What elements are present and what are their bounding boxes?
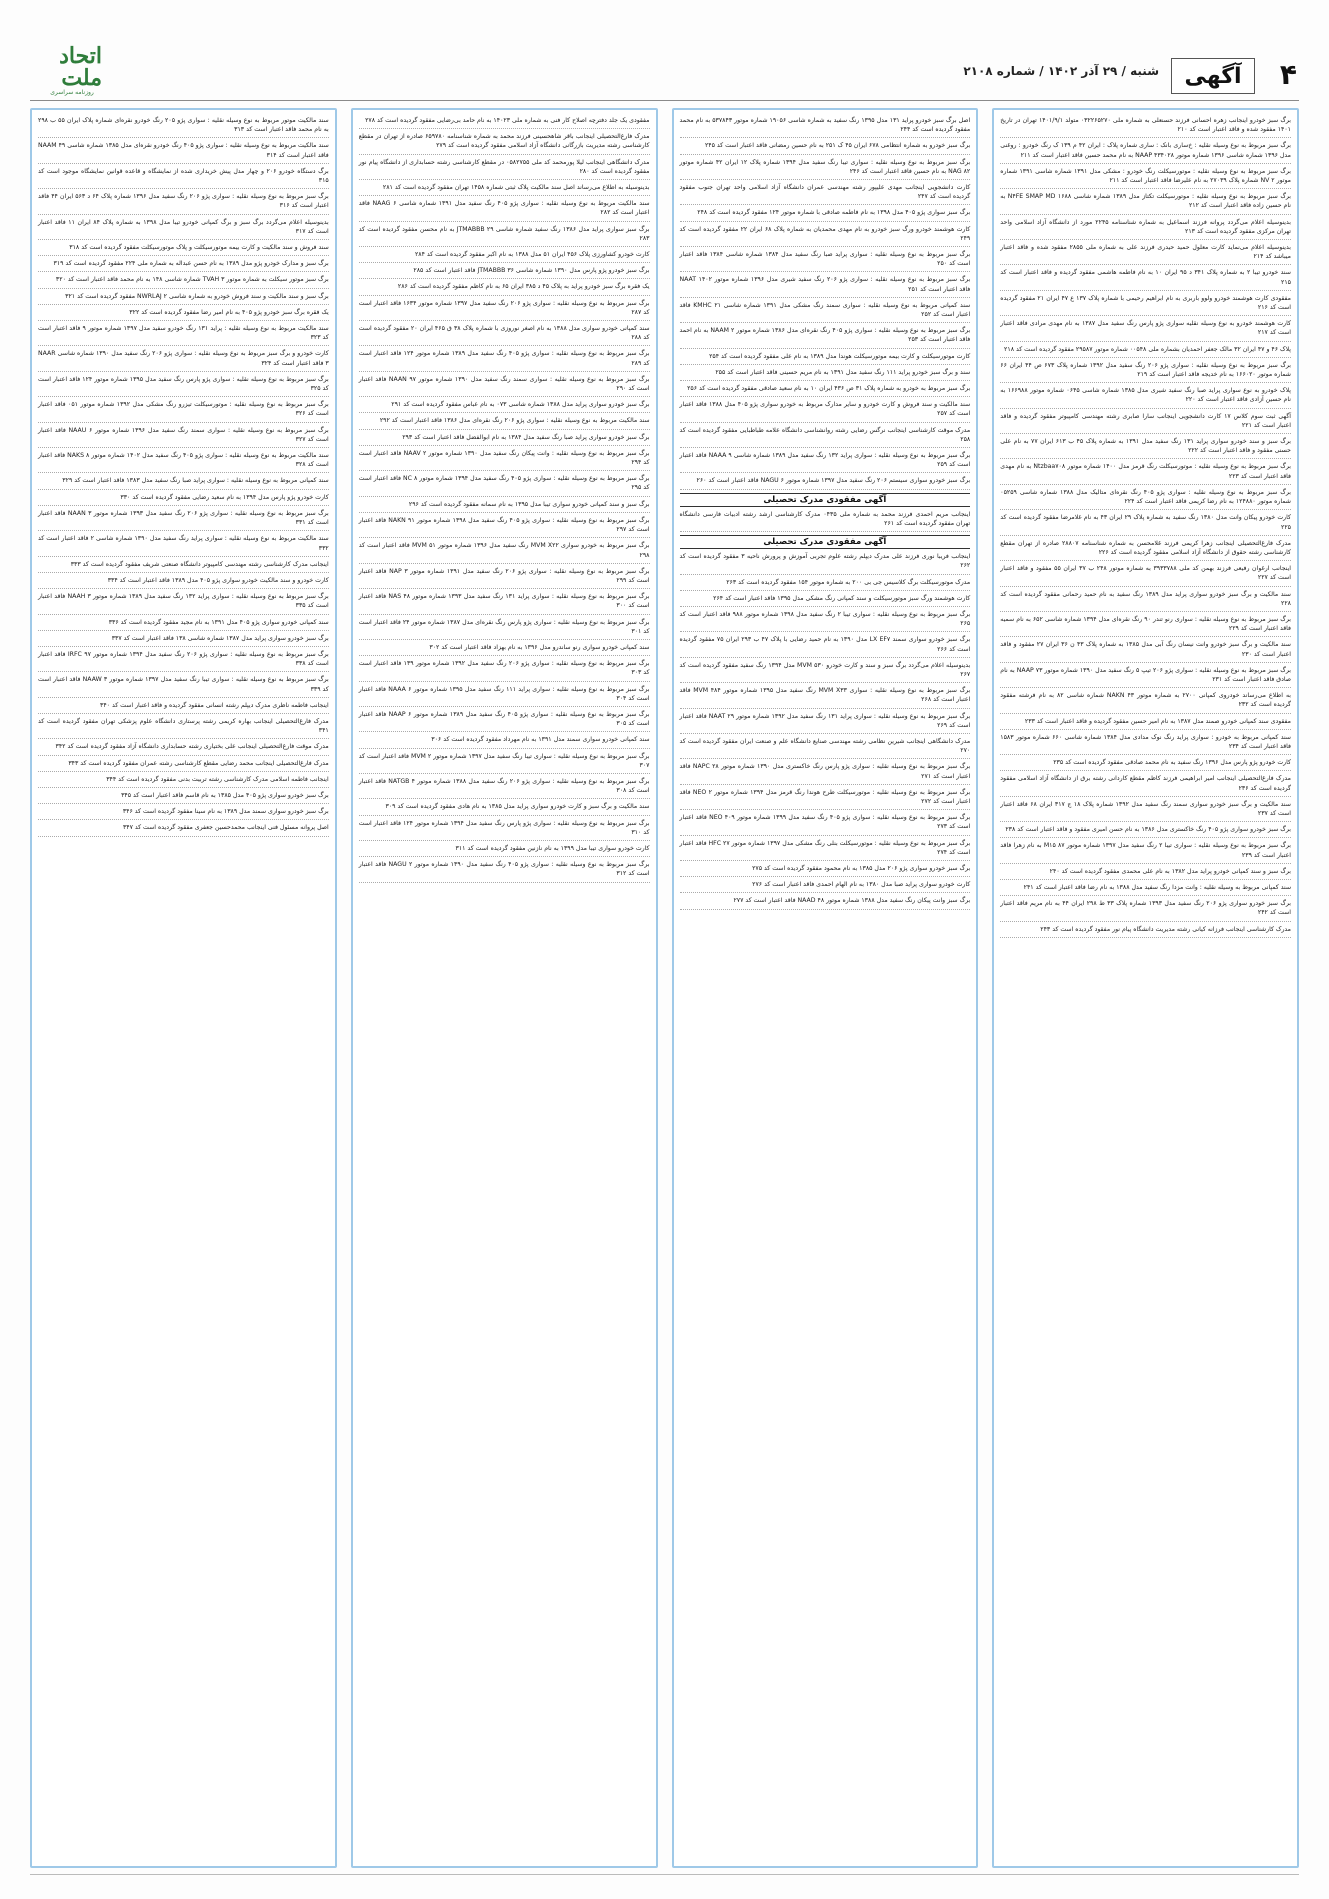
classified-ad: سند مالکیت و برگ سبز خودرو سواری سمند رنگ سفید مدل ۱۳۹۲ شماره پلاک ۱۸ ج ۳۱۷ ایران ۶۸ فاقد اعتبار است کد ۲۳۷ (1000, 800, 1291, 822)
classified-ad: برگ سبز و سند خودرو سواری پراید ۱۳۱ رنگ سفید مدل ۱۳۹۱ به شماره پلاک ۴۵ ب ۶۱۳ ایران ۷۷ به نام علی حسنی مفقود و فاقد اعتبار است کد ۲۲۲ (1000, 437, 1291, 459)
classified-ad: اینجانب فاطمه اسلامی مدرک کارشناسی رشته تربیت بدنی مفقود گردیده است کد ۳۴۴ (38, 775, 329, 788)
classified-ad: بدینوسیله اعلام می‌گردد برگ سبز و سند و کارت خودرو MVM ۵۳۰ مدل ۱۳۹۴ رنگ سفید مفقود گردیده است کد ۲۶۷ (680, 661, 971, 683)
classified-ad: برگ سبز مربوط به نوع وسیله نقلیه : موتورسیکلت بنلی رنگ مشکی مدل ۱۳۹۷ شماره موتور HFC ۲۷ فاقد اعتبار است کد ۲۷۴ (680, 839, 971, 861)
classified-ad: برگ سبز مربوط به نوع وسیله نقلیه : سواری پژو ۴۰۵ رنگ سفید مدل ۱۳۸۹ شماره موتور ۱۲۴ فاقد اعتبار است کد ۲۸۹ (359, 349, 650, 371)
classified-ad: اینجانب مدرک کارشناسی رشته مهندسی کامپیوتر دانشگاه صنعتی شریف مفقود گردیده است کد ۳۳۳ (38, 560, 329, 573)
classified-ad: سند مالکیت مربوط به نوع وسیله نقلیه : پراید ۱۳۱ رنگ خودرو سفید مدل ۱۳۹۷ شماره موتور ۹ فاقد اعتبار است کد ۳۲۳ (38, 324, 329, 346)
classified-ad: برگ سبز خودرو به شماره انتظامی ۶۷۸ ایران ۴۵ ک ۲۵۱ به نام حسین رمضانی فاقد اعتبار است کد ۲۴۵ (680, 141, 971, 154)
classified-ad: به اطلاع می‌رساند خودروی کمپانی ۲۷۰۰ به شماره موتور NAKN ۴۳ شماره شاسی ۸۲ به نام فرشته مفقود گردیده است کد ۲۳۲ (1000, 691, 1291, 713)
classified-ad: برگ سبز خودرو اینجانب زهره احسانی فرزند حسنعلی به شماره ملی ۰۳۲۲۶۵۲۷۰ متولد ۱۴۰۱/۹/۱ تهران در تاریخ ۱۴۰۱ مفقود شده و فاقد اعتبار است کد ۲۱۰ (1000, 116, 1291, 138)
classified-ad: کارت خودرو و برگ سبز مربوط به نوع وسیله نقلیه : سواری پژو ۲۰۶ رنگ سفید مدل ۱۳۹۰ شماره شاسی NAAR ۳ فاقد اعتبار است کد ۳۲۴ (38, 349, 329, 371)
classified-ad: اصل برگ سبز خودرو پراید ۱۳۱ مدل ۱۳۹۵ رنگ سفید به شماره شاسی ۱۹۰۵۶ شماره موتور ۵۳۷۸۴۳ به نام محمد مفقود گردیده است کد ۲۴۴ (680, 116, 971, 138)
issue-date: شنبه / ۲۹ آذر ۱۴۰۲ / شماره ۲۱۰۸ (963, 64, 1159, 78)
classified-ad: برگ سبز مربوط به نوع وسیله نقلیه : سواری پژو ۲۰۶ رنگ سفید مدل ۱۳۹۳ شماره موتور NAAN ۳ فاقد اعتبار است کد ۳۳۱ (38, 509, 329, 531)
classified-ad: سند کمپانی مربوط به خودرو : سواری پراید رنگ نوک مدادی مدل ۱۳۸۴ شماره شاسی ۶۶۰ شماره موتور ۱۵۸۳ فاقد اعتبار است کد ۲۳۴ (1000, 733, 1291, 755)
classified-ad: کارت هوشمند خودرو به نوع وسیله نقلیه سواری پژو پارس رنگ سفید مدل ۱۳۸۷ به نام مهدی مرادی فاقد اعتبار است کد ۲۱۷ (1000, 319, 1291, 341)
classified-ad: برگ سبز مربوط به نوع وسیله نقلیه : سواری پراید ۱۳۲ رنگ سفید مدل ۱۳۸۹ شماره شاسی NAAA ۹ فاقد اعتبار است کد ۲۵۹ (680, 451, 971, 473)
classified-ad: برگ سبز مربوط به نوع وسیله نقلیه : سواری پژو پارس رنگ سفید مدل ۱۳۹۴ شماره موتور ۱۲۴ فاقد اعتبار است کد ۳۱۰ (359, 819, 650, 841)
logo-subtitle: روزنامه سراسری (50, 88, 94, 96)
classified-ad: برگ سبز مربوط به نوع وسیله نقلیه : سواری رنو تندر ۹۰ رنگ نقره‌ای مدل ۱۳۹۴ شماره شاسی ۶۵۲ به نام سمیه فاقد اعتبار است کد ۲۲۹ (1000, 615, 1291, 637)
classified-ad: مدرک موتورسیکلت برگ کلاسیس جی بی ۲۰۰ به شماره موتور ۱۵۴ مفقود گردیده است کد ۲۶۳ (680, 578, 971, 591)
classified-ad: برگ سبز مربوط به نوع وسیله نقلیه : سواری پژو ۴۰۵ رنگ سفید مدل ۱۳۹۹ شماره موتور NEO ۴۰۹ فاقد اعتبار است کد ۲۷۳ (680, 813, 971, 835)
classified-ad: برگ سبز مربوط به نوع وسیله نقلیه : سواری سمند رنگ سفید مدل ۱۳۹۶ شماره موتور NAAU ۶ فاقد اعتبار است کد ۳۲۷ (38, 426, 329, 448)
classified-ad: سند کمپانی خودرو سواری سمند مدل ۱۳۹۱ به نام مهرداد مفقود گردیده است کد ۳۰۶ (359, 735, 650, 748)
classified-ad: برگ سبز مربوط به نوع وسیله نقلیه : سواری پراید ۱۳۲ رنگ سفید مدل ۱۳۸۹ شماره موتور NAAH ۳ فاقد اعتبار است کد ۳۳۵ (38, 592, 329, 614)
section-title: آگهی (1171, 58, 1255, 94)
classified-ad: برگ سبز مربوط به نوع وسیله نقلیه : موتورسیکلت تکتاز مدل ۱۳۸۹ شماره شاسی N۴FE SMAP MD ۱۶۸۸ به نام حسین زاده فاقد اعتبار است کد ۲۱۲ (1000, 192, 1291, 214)
classified-ad: سند مالکیت و سند فروش و کارت خودرو و سایر مدارک مربوط به خودرو سواری پژو ۴۰۵ مدل ۱۳۸۸ فاقد اعتبار است کد ۲۵۷ (680, 400, 971, 422)
classified-ad: برگ سبز مربوط به نوع وسیله نقلیه : سواری پژو ۴۰۵ رنگ سفید مدل ۱۳۹۸ شماره موتور NAKN ۹۱ فاقد اعتبار است کد ۲۹۷ (359, 516, 650, 538)
classified-ad: مدرک کارشناسی اینجانب فرزانه کیانی رشته مدیریت دانشگاه پیام نور مفقود گردیده است کد ۲۴۳ (1000, 925, 1291, 938)
classified-ad: کارت خودرو کشاورزی پلاک ۴۵۶ ایران ۵۱ مدل ۱۳۸۸ به نام اکبر مفقود گردیده است کد ۲۸۴ (359, 250, 650, 263)
classified-ad: برگ سبز مربوط به نوع وسیله نقلیه : خ‌ساری بانک : ساری شماره پلاک : ایران ۴۲ م ۱۳۹ ک رنگ خودرو : روغنی مدل ۱۳۹۶ شماره شاسی ۱۳۹۶ شماره موتور NAAP ۴۳۴۰۲۸ به نام محمد حسین فاقد اعتبار است کد ۲۱۱ (1000, 141, 1291, 163)
classified-ad: سند مالکیت و برگ سبز و کارت خودرو سواری پراید مدل ۱۳۸۵ به نام هادی مفقود گردیده است کد ۳۰۹ (359, 802, 650, 815)
classified-ad: برگ سبز مربوط به خودرو به شماره پلاک ۳۱ ص ۴۳۶ ایران ۱۰ به نام سعید صادقی مفقود گردیده است کد ۲۵۶ (680, 384, 971, 397)
classified-ad: سند مالکیت مربوط به نوع وسیله نقلیه : سواری پژو ۴۰۵ رنگ سفید مدل ۱۴۰۲ شماره موتور NAKS ۸ فاقد اعتبار است کد ۳۲۸ (38, 451, 329, 473)
classified-ad: برگ سبز خودرو سواری پژو ۴۰۵ مدل ۱۳۸۵ به نام قاسم فاقد اعتبار است کد ۳۴۵ (38, 791, 329, 804)
classified-ad: برگ سبز و سند کمپانی خودرو سواری تیبا مدل ۱۳۹۵ به نام سمانه مفقود گردیده است کد ۲۹۶ (359, 500, 650, 513)
classified-ad: برگ سبز مربوط به نوع وسیله نقلیه : سواری پژو ۴۰۵ رنگ سفید مدل ۱۳۹۴ شماره موتور NC ۸ فاقد اعتبار است کد ۲۹۵ (359, 474, 650, 496)
classified-ad: پلاک خودرو به نوع سواری پراید صبا رنگ سفید شیری مدل ۱۳۸۵ شماره شاسی ۰۶۴۵ شماره موتور ۱۶۶۹۸۸ به نام حسین آزادی فاقد اعتبار است کد ۲۲۰ (1000, 386, 1291, 408)
classified-ad: برگ سبز مربوط به نوع وسیله نقلیه : سواری پژو پارس رنگ سفید مدل ۱۳۹۵ شماره موتور ۱۲۴ فاقد اعتبار است کد ۳۲۵ (38, 375, 329, 397)
newspaper-logo (42, 42, 102, 96)
classified-ad: برگ سبز مربوط به نوع وسیله نقلیه : سواری پژو ۴۰۵ رنگ سفید مدل ۱۳۹۰ شماره موتور NAGU ۲ فاقد اعتبار است کد ۳۱۲ (359, 860, 650, 882)
classified-ad: سند مالکیت و برگ سبز خودرو وانت نیسان رنگ آبی مدل ۱۳۸۵ به شماره پلاک ۴۳ ن ۳۶ ایران ۲۷ مفقود و فاقد اعتبار است کد ۲۳۰ (1000, 640, 1291, 662)
classified-ad: برگ سبز وانت پیکان رنگ سفید مدل ۱۳۸۸ شماره موتور NAAD ۴۸ فاقد اعتبار است کد ۲۷۷ (680, 896, 971, 909)
classified-ad: برگ سبز مربوط به نوع وسیله نقلیه : سواری پژو ۴۰۵ رنگ نقره‌ای مدل ۱۳۸۶ شماره موتور NAAM ۲ به نام احمد فاقد اعتبار است کد ۲۵۳ (680, 326, 971, 348)
classified-ad: برگ سبز مربوط به نوع وسیله نقلیه : سواری پژو ۲۰۶ رنگ سفید مدل ۱۳۹۴ شماره موتور IRFC ۹۷ فاقد اعتبار است کد ۳۳۸ (38, 650, 329, 672)
classified-ad: برگ سبز و مدارک خودرو پژو مدل ۱۳۸۹ به نام حسن عبداله به شماره ملی ۲۲۴ مفقود گردیده است کد ۳۱۹ (38, 259, 329, 272)
classified-ad: برگ سبز مربوط به نوع وسیله نقلیه : سواری پژو ۲۰۶ رنگ سفید شیری مدل ۱۳۹۶ شماره موتور NAAT ۱۴۰۲ فاقد اعتبار است کد ۲۵۱ (680, 275, 971, 297)
classified-ad: سند خودرو تیبا ۲ به شماره پلاک ۳۴۱ د ۹۵ ایران ۱۰ به نام فاطمه هاشمی مفقود گردیده و فاقد اعتبار است کد ۲۱۵ (1000, 268, 1291, 290)
classified-ad: مفقودی کارت هوشمند خودرو ولوو باربری به نام ابراهیم رحیمی با شماره پلاک ۱۳۷ ع ۴۷ ایران ۲۱ مفقود گردیده است کد ۲۱۶ (1000, 294, 1291, 316)
classified-ad: برگ سبز خودرو سواری پژو ۴۰۵ رنگ خاکستری مدل ۱۳۸۶ به نام حسن امیری مفقود و فاقد اعتبار است کد ۲۳۸ (1000, 825, 1291, 838)
classified-ad: برگ سبز مربوط به نوع وسیله نقلیه : سواری تیبا ۲ رنگ سفید مدل ۱۳۹۸ شماره موتور ۹۸۸ فاقد اعتبار است کد ۲۶۵ (680, 610, 971, 632)
classified-ad: سند فروش و سند مالکیت و کارت بیمه موتورسیکلت و پلاک موتورسیکلت مفقود گردیده است کد ۳۱۸ (38, 243, 329, 256)
classified-ad: کارت خودرو و سند مالکیت خودرو سواری پژو ۴۰۵ مدل ۱۳۸۹ فاقد اعتبار است کد ۳۳۴ (38, 576, 329, 589)
classified-ad: سند کمپانی مربوط به نوع وسیله نقلیه : سواری پراید صبا رنگ سفید مدل ۱۳۸۳ فاقد اعتبار است کد ۳۲۹ (38, 476, 329, 489)
classified-ad: برگ سبز مربوط به نوع وسیله نقلیه : سواری تیبا رنگ سفید مدل ۱۳۹۷ شماره موتور MVM ۲ فاقد اعتبار است کد ۳۰۷ (359, 752, 650, 774)
classified-ad: برگ سبز مربوط به نوع وسیله نقلیه : سواری پژو ۲۰۶ تیپ ۵ رنگ سفید مدل ۱۳۹۰ شماره موتور NAAP ۷۳ به نام صادق فاقد اعتبار است کد ۲۳۱ (1000, 666, 1291, 688)
classified-ad: مدرک دانشگاهی اینجانب لیلا پورمحمد کد ملی ۰۵۸۲۷۵۵ در مقطع کارشناسی رشته حسابداری از دانشگاه پیام نور مفقود گردیده است کد ۲۸۰ (359, 158, 650, 180)
classified-ad: اینجانب مریم احمدی فرزند محمد به شماره ملی ۰۴۳۵ مدرک کارشناسی ارشد رشته ادبیات فارسی دانشگاه تهران مفقود گردیده است کد ۲۶۱ (680, 510, 971, 532)
ads-columns (30, 108, 1299, 1868)
classified-ad: سند کمپانی خودرو سواری پژو ۴۰۵ مدل ۱۳۹۱ به نام مجید مفقود گردیده است کد ۳۳۶ (38, 618, 329, 631)
classified-ad: کارت خودرو پژو پارس مدل ۱۳۹۶ رنگ سفید به نام محمد صادقی مفقود گردیده است کد ۲۳۵ (1000, 758, 1291, 771)
classified-ad: کارت دانشجویی اینجانب مهدی علیپور رشته مهندسی عمران دانشگاه آزاد اسلامی واحد تهران جنوب مفقود گردیده است کد ۲۴۷ (680, 183, 971, 205)
classified-ad: برگ سبز مربوط به خودرو سواری MVM X۲۲ رنگ سفید مدل ۱۳۹۶ شماره موتور MVM ۵۱ فاقد اعتبار است کد ۲۹۸ (359, 541, 650, 563)
classified-ad: اینجانب فاطمه ناظری مدرک دیپلم رشته انسانی مفقود گردیده و فاقد اعتبار است کد ۳۴۰ (38, 701, 329, 714)
classified-ad: برگ سبز خودرو سواری پژو ۲۰۶ مدل ۱۳۸۵ به نام محمود مفقود گردیده است کد ۲۷۵ (680, 864, 971, 877)
ad-column (992, 108, 1299, 1868)
classified-ad: برگ سبز مربوط به نوع وسیله نقلیه : سواری تیبا رنگ سفید مدل ۱۳۹۷ شماره موتور NAAW ۳ فاقد اعتبار است کد ۳۳۹ (38, 675, 329, 697)
classified-ad: برگ سبز مربوط به نوع وسیله نقلیه : وانت پیکان رنگ سفید مدل ۱۳۹۰ شماره موتور NAAV ۲ فاقد اعتبار است کد ۲۹۴ (359, 449, 650, 471)
classified-ad: کارت موتورسیکلت و کارت بیمه موتورسیکلت هوندا مدل ۱۳۸۹ به نام علی مفقود گردیده است کد ۲۵۴ (680, 352, 971, 365)
classified-ad: مفقودی سند کمپانی خودرو صمند مدل ۱۳۸۷ به نام امیر حسین مفقود گردیده و فاقد اعتبار است کد ۲۳۳ (1000, 717, 1291, 730)
classified-ad: اینجانب ارغوان رفیعی فرزند بهمن کد ملی ۳۹۳۳۷۸۸ به شماره موتور ۲۴۸ ب ۳۷ ایران ۵۵ مفقود و فاقد اعتبار است کد ۲۲۷ (1000, 564, 1291, 586)
classified-ad: برگ سبز مربوط به نوع وسیله نقلیه : سواری پژو پارس رنگ نقره‌ای مدل ۱۳۸۷ شماره موتور ۲۴ فاقد اعتبار است کد ۳۰۱ (359, 618, 650, 640)
classified-ad: برگ سبز خودرو سواری سیستم ۲۰۶ رنگ سفید مدل ۱۳۹۷ شماره موتور NAGU ۶ فاقد اعتبار است کد ۲۶۰ (680, 476, 971, 489)
classified-ad: برگ سبز مربوط به نوع وسیله نقلیه : سواری پژو ۲۰۶ رنگ سفید مدل ۱۳۸۸ شماره موتور NATGB ۴ فاقد اعتبار است کد ۳۰۸ (359, 777, 650, 799)
classified-ad: بدینوسیله به اطلاع می‌رساند اصل سند مالکیت پلاک ثبتی شماره ۱۴۵۸ تهران مفقود گردیده است کد ۲۸۱ (359, 183, 650, 196)
classified-ad: کارت خودرو سواری پراید صبا مدل ۱۳۸۰ به نام الهام احمدی فاقد اعتبار است کد ۲۷۶ (680, 880, 971, 893)
classified-ad: برگ دستگاه خودرو ۲۰۶ و چهار مدل پیش خریداری شده از نمایشگاه و قاعده قوانین نمایشگاه موجود است کد ۳۱۵ (38, 167, 329, 189)
classified-ad: برگ سبز مربوط به نوع وسیله نقلیه : سواری پژو پارس رنگ خاکستری مدل ۱۳۹۰ شماره موتور NAPC ۲۸ فاقد اعتبار است کد ۲۷۱ (680, 762, 971, 784)
classified-ad: مدرک موقت کارشناسی اینجانب نرگس رضایی رشته روانشناسی دانشگاه علامه طباطبایی مفقود گردیده است کد ۲۵۸ (680, 426, 971, 448)
classified-ad: برگ سبز مربوط به نوع وسیله نقلیه : سواری پراید ۱۳۱ رنگ سفید مدل ۱۳۹۲ شماره موتور NAAT ۲۹ فاقد اعتبار است کد ۲۶۹ (680, 712, 971, 734)
classified-ad: برگ سبز مربوط به نوع وسیله نقلیه : سواری سمند رنگ سفید مدل ۱۳۹۰ شماره موتور NAAN ۹۷ فاقد اعتبار است کد ۲۹۰ (359, 375, 650, 397)
ad-column (672, 108, 979, 1868)
classified-ad: سند و برگ سبز خودرو پراید ۱۱۱ رنگ سفید مدل ۱۳۹۱ به نام مریم حسینی فاقد اعتبار است کد ۲۵۵ (680, 368, 971, 381)
classified-ad: برگ سبز خودرو پژو پارس مدل ۱۳۹۰ شماره شاسی JTMABBB ۳۶ فاقد اعتبار است کد ۲۸۵ (359, 266, 650, 279)
classified-ad: مدرک فارغ‌التحصیلی اینجانب امیر ابراهیمی فرزند کاظم مقطع کاردانی رشته برق از دانشگاه آزاد اسلامی مفقود گردیده است کد ۲۳۶ (1000, 774, 1291, 796)
classified-ad: برگ سبز و سند کمپانی خودرو پراید مدل ۱۳۸۲ به نام علی محمدی مفقود گردیده است کد ۲۴۰ (1000, 867, 1291, 880)
classified-ad: برگ سبز سواری پژو ۴۰۵ مدل ۱۳۹۸ به نام فاطمه صادقی با شماره موتور ۱۲۴ مفقود گردیده است کد ۲۴۸ (680, 208, 971, 221)
classified-ad: برگ سبز مربوط به نوع وسیله نقلیه : سواری پراید صبا رنگ سفید مدل ۱۳۸۴ شماره شاسی ۱۳۸۴ فاقد اعتبار است کد ۲۵۰ (680, 250, 971, 272)
classified-ad: بدینوسیله اعلام می‌گردد برگ سبز و برگ کمپانی خودرو تیبا مدل ۱۳۹۸ به شماره پلاک ۸۴ ایران ۱۱ فاقد اعتبار است کد ۳۱۷ (38, 218, 329, 240)
classified-ad: سند کمپانی مربوط به نوع وسیله نقلیه : سواری سمند رنگ مشکی مدل ۱۳۹۱ شماره شاسی KMHC ۲۱ فاقد اعتبار است کد ۲۵۲ (680, 301, 971, 323)
classified-ad: مدرک فارغ‌التحصیلی اینجانب زهرا کریمی فرزند غلامحسن به شماره شناسنامه ۲۸۸۰۷ صادره از تهران مقطع کارشناسی رشته حقوق از دانشگاه آزاد اسلامی مفقود گردیده است کد ۲۲۶ (1000, 539, 1291, 561)
classified-ad: سند مالکیت مربوط به نوع وسیله نقلیه : سواری پژو ۴۰۵ رنگ خودرو نقره‌ای مدل ۱۳۸۵ شماره شاسی NAAM ۴۹ فاقد اعتبار است کد ۳۱۴ (38, 141, 329, 163)
classified-ad: سند مالکیت و برگ سبز خودرو سواری پراید مدل ۱۳۸۹ رنگ سفید به نام حمید رحمانی مفقود گردیده است کد ۲۲۸ (1000, 590, 1291, 612)
classified-ad: سند مالکیت مربوط به نوع وسیله نقلیه : سواری پژو ۲۰۶ رنگ نقره‌ای مدل ۱۳۸۶ فاقد اعتبار است کد ۲۹۲ (359, 416, 650, 429)
classified-ad: برگ سبز مربوط به نوع وسیله نقلیه : سواری MVM X۳۳ رنگ سفید مدل ۱۳۹۵ شماره موتور MVM ۴۸۴ فاقد اعتبار است کد ۲۶۸ (680, 686, 971, 708)
classified-ad: برگ سبز موتور سیکلت به شماره موتور TVAH ۳ شماره شاسی ۱۴۸ به نام محمد فاقد اعتبار است کد ۳۲۰ (38, 275, 329, 288)
page-number: ۴ (1279, 58, 1297, 91)
classified-ad: سند کمپانی خودرو سواری رنو ساندرو مدل ۱۳۹۶ به نام بهزاد فاقد اعتبار است کد ۳۰۲ (359, 643, 650, 656)
classified-ad: برگ سبز خودرو سواری پراید مدل ۱۳۸۷ شماره شاسی ۱۳۸ فاقد اعتبار است کد ۳۳۷ (38, 634, 329, 647)
classified-ad: سند مالکیت مربوط به نوع وسیله نقلیه : سواری پراید رنگ سفید مدل ۱۳۹۰ شماره شاسی ۲ فاقد اعتبار است کد ۳۳۲ (38, 534, 329, 556)
classified-ad: بدینوسیله اعلام می‌گردد پروانه فرزند اسماعیل به شماره شناسنامه ۲۲۴۵ مورد از دانشگاه آزاد اسلامی واحد تهران مرکزی مفقود گردیده است کد ۲۱۳ (1000, 218, 1291, 240)
classified-ad: سند کمپانی مربوط به وسیله نقلیه : وانت مزدا رنگ سفید مدل ۱۳۸۸ به نام رضا فاقد اعتبار است کد ۲۴۱ (1000, 883, 1291, 896)
classified-ad: برگ سبز مربوط به نوع وسیله نقلیه : سواری پژو ۲۰۶ رنگ سفید مدل ۱۳۹۶ شماره پلاک ۶۴ د ۵۶۳ ایران ۴۴ فاقد اعتبار است کد ۳۱۶ (38, 192, 329, 214)
classified-ad: بدینوسیله اعلام می‌نماید کارت معلول حمید حیدری فرزند علی به شماره ملی ۲۸۵۵ مفقود شده و فاقد اعتبار میباشد کد ۲۱۴ (1000, 243, 1291, 265)
classified-ad: برگ سبز مربوط به نوع وسیله نقلیه : سواری پراید ۱۱۱ رنگ سفید مدل ۱۳۹۵ شماره موتور NAAA ۶ فاقد اعتبار است کد ۳۰۴ (359, 685, 650, 707)
classified-ad: برگ سبز خودرو سواری سمند مدل ۱۳۸۹ به نام سینا مفقود گردیده است کد ۳۴۶ (38, 807, 329, 820)
classified-ad: سند مالکیت موتور مربوط به نوع وسیله نقلیه : سواری پژو ۲۰۵ رنگ خودرو نقره‌ای شماره پلاک ایران ۵۵ ب ۲۹۸ به نام محمد فاقد اعتبار است کد ۳۱۳ (38, 116, 329, 138)
classified-ad: برگ سبز مربوط به نوع وسیله نقلیه : سواری تیبا رنگ سفید مدل ۱۳۹۴ شماره پلاک ۱۲ ایران ۴۲ شماره موتور NAG ۸۲ به نام حسین فاقد اعتبار است کد ۲۴۶ (680, 158, 971, 180)
classified-ad: مدرک دانشگاهی اینجانب شیرین نظامی رشته مهندسی صنایع دانشگاه علم و صنعت ایران مفقود گردیده است کد ۲۷۰ (680, 737, 971, 759)
classified-ad: کارت خودرو پیکان وانت مدل ۱۳۸۰ رنگ سفید به شماره پلاک ۲۹ ایران ۴۳ به نام غلامرضا مفقود گردیده است کد ۲۲۵ (1000, 513, 1291, 535)
classified-ad: برگ سبز و سند مالکیت و سند فروش خودرو به شماره شاسی NWRLAJ ۲ مفقود گردیده است کد ۳۲۱ (38, 292, 329, 305)
classified-ad: مدرک فارغ‌التحصیلی اینجانب باقر شاهحسینی فرزند محمد به شماره شناسنامه ۶۵۹۷۸۰ صادره از تهران در مقطع کارشناسی رشته مدیریت بازرگانی دانشگاه آزاد اسلامی مفقود گردیده است کد ۲۷۹ (359, 132, 650, 154)
classified-ad: برگ سبز مربوط به نوع وسیله نقلیه : موتورسیکلت تیزرو رنگ مشکی مدل ۱۳۹۲ شماره موتور ۰۵۱ فاقد اعتبار است کد ۳۲۶ (38, 400, 329, 422)
classified-ad: برگ سبز مربوط به نوع وسیله نقلیه : موتورسیکلت طرح هوندا رنگ قرمز مدل ۱۳۹۴ شماره موتور NEO ۲ فاقد اعتبار است کد ۲۷۲ (680, 788, 971, 810)
classified-ad: کارت خودرو پژو پارس مدل ۱۳۹۴ به نام سعید رضایی مفقود گردیده است کد ۳۳۰ (38, 493, 329, 506)
classified-ad: کارت خودرو سواری تیبا مدل ۱۳۹۹ به نام نازنین مفقود گردیده است کد ۳۱۱ (359, 844, 650, 857)
classified-ad: اصل پروانه مسئول فنی اینجانب محمدحسین جعفری مفقود گردیده است کد ۳۴۷ (38, 823, 329, 836)
classified-ad: مفقودی یک جلد دفترچه اصلاح کار فنی به شماره ملی ۱۴۰۲۳ به نام حامد بی‌رضایی مفقود گردیده است کد ۲۷۸ (359, 116, 650, 129)
classified-ad: برگ سبز مربوط به نوع وسیله نقلیه : سواری تیبا ۲ رنگ سفید مدل ۱۳۹۷ شماره موتور M۱۵ ۸۷ به نام زهرا فاقد اعتبار است کد ۲۳۹ (1000, 841, 1291, 863)
classified-ad: اینجانب فریبا نوری فرزند علی مدرک دیپلم رشته علوم تجربی آموزش و پرورش ناحیه ۳ مفقود گردیده است کد ۲۶۲ (680, 552, 971, 574)
classified-ad: پلاک ۴۶ و ۴۷ ایران ۳۲ مالک جعفر احمدیان بشماره ملی ۰۰۵۴۸ شماره موتور ۲۹۵۸۷ مفقود گردیده است کد ۲۱۸ (1000, 345, 1291, 358)
classified-ad: برگ سبز مربوط به نوع وسیله نقلیه : سواری پژو ۴۰۵ رنگ نقره‌ای متالیک مدل ۱۳۸۸ شماره شاسی ۰۵۲۵۹ شماره موتور ۱۲۴۸۸۰ به نام رضا کریمی فاقد اعتبار است کد ۲۲۴ (1000, 488, 1291, 510)
classified-ad: کارت هوشمند خودرو ورگ سبز خودرو به نام مهدی محمدیان به شماره پلاک ۶۸ ایران ۲۲ مفقود گردیده است کد ۲۴۹ (680, 225, 971, 247)
masthead (30, 40, 1299, 101)
ad-column (351, 108, 658, 1868)
classified-ad: برگ سبز خودرو سواری پژو ۲۰۶ رنگ سفید مدل ۱۳۹۳ شماره پلاک ۳۳ ط ۲۹۸ ایران ۴۴ به نام مریم فاقد اعتبار است کد ۲۴۲ (1000, 899, 1291, 921)
classified-ad: آگهی ثبت سوم کلاس ۱۷ کارت دانشجویی اینجانب سارا صابری رشته مهندسی کامپیوتر مفقود گردیده و فاقد اعتبار است کد ۲۲۱ (1000, 412, 1291, 434)
ad-heading: آگهی مفقودی مدرک تحصیلی (680, 493, 971, 507)
classified-ad: برگ سبز مربوط به نوع وسیله نقلیه : سواری پژو ۴۰۵ رنگ سفید مدل ۱۳۸۹ شماره موتور NAAP ۶ فاقد اعتبار است کد ۳۰۵ (359, 710, 650, 732)
classified-ad: برگ سبز مربوط به نوع وسیله نقلیه : سواری پژو ۲۰۶ رنگ سفید مدل ۱۳۹۷ شماره موتور ۱۶۳۴ فاقد اعتبار است کد ۲۸۷ (359, 299, 650, 321)
classified-ad: برگ سبز سواری پراید مدل ۱۳۸۶ رنگ سفید شماره شاسی JTMABBB ۲۹ به نام محسن مفقود گردیده است کد ۲۸۳ (359, 225, 650, 247)
classified-ad: برگ سبز مربوط به نوع وسیله نقلیه : سواری پژو ۲۰۶ رنگ سفید مدل ۱۳۹۲ شماره موتور ۱۳۹ فاقد اعتبار است کد ۳۰۳ (359, 659, 650, 681)
classified-ad: برگ سبز خودرو سواری سمند LX EF۷ مدل ۱۳۹۰ به نام حمید رضایی با پلاک ۴۷ ب ۲۹۳ ایران ۷۵ مفقود گردیده است کد ۲۶۶ (680, 635, 971, 657)
classified-ad: سند مالکیت مربوط به نوع وسیله نقلیه : سواری پژو ۴۰۵ رنگ سفید مدل ۱۳۹۱ شماره شاسی NAAG ۶ فاقد اعتبار است کد ۲۸۲ (359, 199, 650, 221)
ad-column (30, 108, 337, 1868)
logo-title: اتحاد ملت (59, 42, 102, 91)
classified-ad: برگ سبز مربوط به نوع وسیله نقلیه : سواری پژو ۲۰۶ رنگ سفید مدل ۱۳۹۲ شماره پلاک ۶۷۳ ص ۴۴ ایران ۶۶ شماره موتور ۱۶۶۰۲۰ به نام خدیجه فاقد اعتبار است کد ۲۱۹ (1000, 361, 1291, 383)
classified-ad: مدرک فارغ‌التحصیلی اینجانب محمد رضایی مقطع کارشناسی رشته عمران مفقود گردیده است کد ۳۴۳ (38, 759, 329, 772)
footer-divider (30, 1874, 1299, 1875)
classified-ad: برگ سبز مربوط به نوع وسیله نقلیه : سواری پژو ۲۰۶ رنگ سفید مدل ۱۳۹۱ شماره موتور NAP ۳ فاقد اعتبار است کد ۲۹۹ (359, 567, 650, 589)
classified-ad: کارت هوشمند ورگ سبز موتورسیکلت و سند کمپانی رنگ مشکی مدل ۱۳۹۵ فاقد اعتبار است کد ۲۶۴ (680, 594, 971, 607)
classified-ad: یک فقره برگ سبز خودرو پژو ۴۰۵ به نام امیر رضا مفقود گردیده است کد ۳۲۲ (38, 308, 329, 321)
classified-ad: برگ سبز مربوط به نوع وسیله نقلیه : موتورسیکلت رنگ قرمز مدل ۱۴۰۰ شماره موتور Ntzbaa۷۰۸ به نام مهدی فاقد اعتبار است کد ۲۲۳ (1000, 462, 1291, 484)
classified-ad: سند کمپانی خودرو سواری مدل ۱۳۸۸ به نام اصغر نوروزی با شماره پلاک ۳۸ ق ۴۶۵ ایران ۲۰ مفقود گردیده است کد ۲۸۸ (359, 324, 650, 346)
classified-ad: برگ سبز خودرو سواری پراید مدل ۱۳۸۸ شماره شاسی ۰۷۳ به نام عباس مفقود گردیده است کد ۲۹۱ (359, 400, 650, 413)
classified-ad: برگ سبز مربوط به نوع وسیله نقلیه : موتورسیکلت رنگ خودرو : مشکی مدل ۱۳۹۱ شماره شاسی ۱۳۹۱ شماره موتور NV ۲ شماره پلاک ۲۷۰۳۹ به نام علیرضا فاقد اعتبار است کد ۲۱۱ (1000, 167, 1291, 189)
classified-ad: برگ سبز مربوط به نوع وسیله نقلیه : سواری پراید ۱۳۱ رنگ سفید مدل ۱۳۹۳ شماره موتور NAS ۴۸ فاقد اعتبار است کد ۳۰۰ (359, 592, 650, 614)
classified-ad: یک فقره برگ سبز خودرو پراید به پلاک ۴۵ د ۳۸۵ ایران ۶۵ به نام کاظم مفقود گردیده است کد ۲۸۶ (359, 282, 650, 295)
classified-ad: برگ سبز خودرو سواری پراید صبا رنگ سفید مدل ۱۳۸۴ به نام ابوالفضل فاقد اعتبار است کد ۲۹۳ (359, 433, 650, 446)
ad-heading: آگهی مفقودی مدرک تحصیلی (680, 535, 971, 549)
classified-ad: مدرک فارغ‌التحصیلی اینجانب بهاره کریمی رشته پرستاری دانشگاه علوم پزشکی تهران مفقود گردیده است کد ۳۴۱ (38, 717, 329, 739)
classified-ad: مدرک موقت فارغ‌التحصیلی اینجانب علی بختیاری رشته حسابداری دانشگاه آزاد مفقود گردیده است کد ۳۴۲ (38, 742, 329, 755)
